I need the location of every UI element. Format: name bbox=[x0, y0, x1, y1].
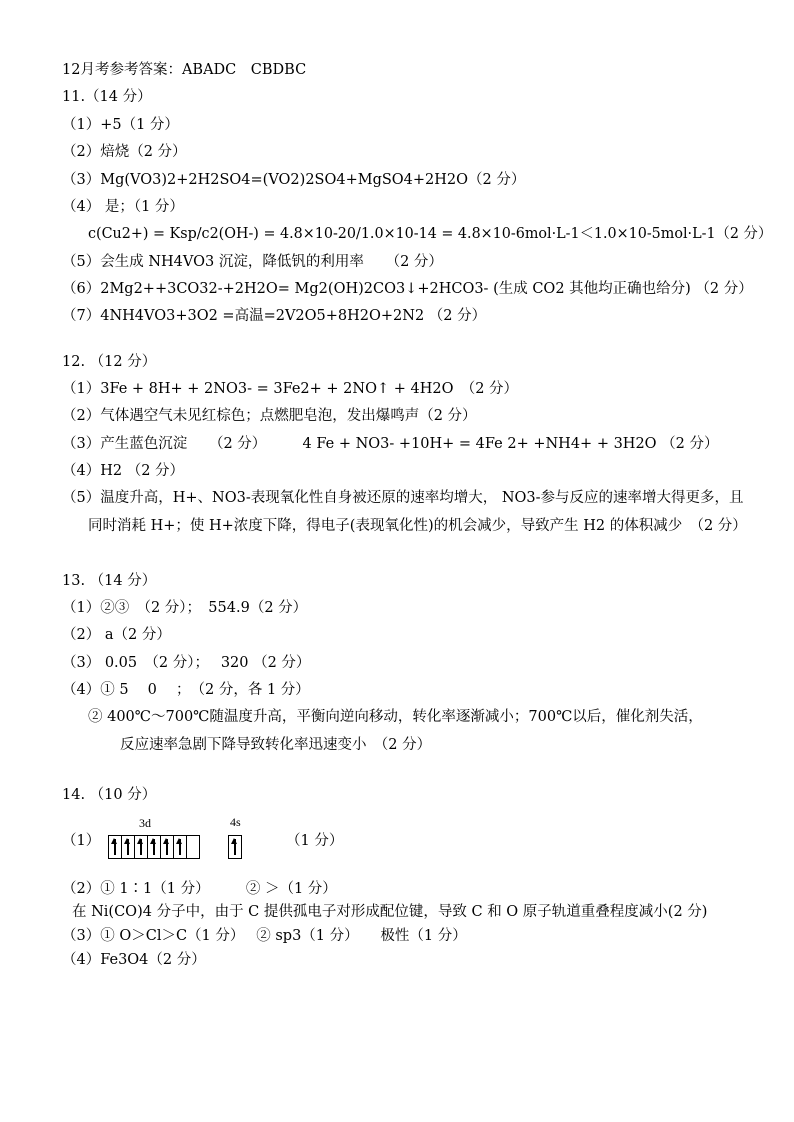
q11-answer-4: （4） 是；（1 分） bbox=[62, 199, 184, 215]
orbital-3d-cell bbox=[174, 836, 187, 858]
q14-answer-1-label: （1） bbox=[62, 833, 101, 849]
q12-answer-1: （1）3Fe + 8H+ + 2NO3- = 3Fe2+ + 2NO↑ + 4H2O （2 分） bbox=[62, 381, 519, 397]
q13-answer-1: （1）②③ （2 分）； 554.9（2 分） bbox=[62, 600, 308, 616]
q14-answer-2b: 在 Ni(CO)4 分子中，由于 C 提供孤电子对形成配位键，导致 C 和 O 原子轨道重叠程度减小(2 分) bbox=[72, 904, 708, 920]
q14-answer-2: （2）① 1∶1（1 分） ② ＞（1 分） bbox=[62, 881, 337, 897]
spin-up-arrow-icon bbox=[179, 839, 181, 855]
q14-answer-1-score: （1 分） bbox=[286, 833, 344, 849]
q11-answer-6: （6）2Mg2++3CO32-+2H2O= Mg2(OH)2CO3↓+2HCO3- (生成 CO2 其他均正确也给分) （2 分） bbox=[62, 281, 753, 297]
spin-up-arrow-icon bbox=[127, 839, 129, 855]
q12-answer-5-line-2: 同时消耗 H+；使 H+浓度下降，得电子(表现氧化性)的机会减少，导致产生 H2 的体积减少 （2 分） bbox=[88, 518, 747, 534]
spin-up-arrow-icon bbox=[166, 839, 168, 855]
spin-up-arrow-icon bbox=[140, 839, 142, 855]
orbital-3d-cell bbox=[135, 836, 148, 858]
q12-answer-4: （4）H2 （2 分） bbox=[62, 463, 185, 479]
header-answers: 12月考参考答案：ABADC CBDBC bbox=[62, 62, 307, 78]
q12-answer-2: （2）气体遇空气未见红棕色；点燃肥皂泡，发出爆鸣声（2 分） bbox=[62, 408, 477, 424]
orbital-4s-box bbox=[228, 835, 242, 859]
q11-answer-3: （3）Mg(VO3)2+2H2SO4=(VO2)2SO4+MgSO4+2H2O（2 分） bbox=[62, 172, 526, 188]
q12-title: 12. （12 分） bbox=[62, 354, 157, 370]
q14-answer-3: （3）① O＞Cl＞C（1 分） ② sp3（1 分） 极性（1 分） bbox=[62, 928, 467, 944]
orbital-3d-box bbox=[108, 835, 200, 859]
orbital-4s-label: 4s bbox=[230, 815, 241, 829]
q13-answer-4b-line-2: 反应速率急剧下降导致转化率迅速变小 （2 分） bbox=[120, 737, 432, 753]
orbital-3d-cell bbox=[161, 836, 174, 858]
q13-answer-4: （4）① 5 0 ； （2 分，各 1 分） bbox=[62, 682, 310, 698]
q11-answer-1: （1）+5（1 分） bbox=[62, 117, 179, 133]
q11-answer-2: （2）焙烧（2 分） bbox=[62, 144, 187, 160]
q13-answer-4b-line-1: ② 400℃～700℃随温度升高，平衡向逆向移动，转化率逐渐减小；700℃以后，催化剂失活， bbox=[88, 709, 703, 725]
orbital-3d-label: 3d bbox=[139, 816, 151, 830]
orbital-3d-cell bbox=[109, 836, 122, 858]
q11-answer-5: （5）会生成 NH4VO3 沉淀，降低钒的利用率 （2 分） bbox=[62, 254, 443, 270]
orbital-3d-cell bbox=[122, 836, 135, 858]
q11-title: 11.（14 分） bbox=[62, 89, 152, 105]
spin-up-arrow-icon bbox=[114, 839, 116, 855]
q12-answer-5-line-1: （5）温度升高，H+、NO3-表现氧化性自身被还原的速率均增大， NO3-参与反应的速率增大得更多，且 bbox=[62, 490, 744, 506]
q12-answer-3: （3）产生蓝色沉淀 （2 分） 4 Fe + NO3- +10H+ = 4Fe 2+ +NH4+ + 3H2O （2 分） bbox=[62, 436, 719, 452]
q13-title: 13. （14 分） bbox=[62, 573, 157, 589]
spin-up-arrow-icon bbox=[234, 839, 236, 855]
orbital-3d-cell bbox=[187, 836, 199, 858]
q14-title: 14. （10 分） bbox=[62, 787, 157, 803]
q11-answer-7: （7）4NH4VO3+3O2 =高温=2V2O5+8H2O+2N2 （2 分） bbox=[62, 308, 487, 324]
q14-answer-4: （4）Fe3O4（2 分） bbox=[62, 952, 206, 968]
q13-answer-2: （2） a（2 分） bbox=[62, 627, 171, 643]
orbital-4s-cell bbox=[229, 836, 241, 858]
orbital-3d-cell bbox=[148, 836, 161, 858]
q11-equation-3: Mg(VO3)2+2H2SO4=(VO2)2SO4+MgSO4+2H2O bbox=[100, 172, 469, 188]
spin-up-arrow-icon bbox=[153, 839, 155, 855]
q13-answer-3: （3） 0.05 （2 分）； 320 （2 分） bbox=[62, 655, 311, 671]
q11-answer-4-calc: c(Cu2+) = Ksp/c2(OH-) = 4.8×10-20/1.0×10-14 = 4.8×10-6mol·L-1＜1.0×10-5mol·L-1（2 分） bbox=[88, 226, 773, 242]
